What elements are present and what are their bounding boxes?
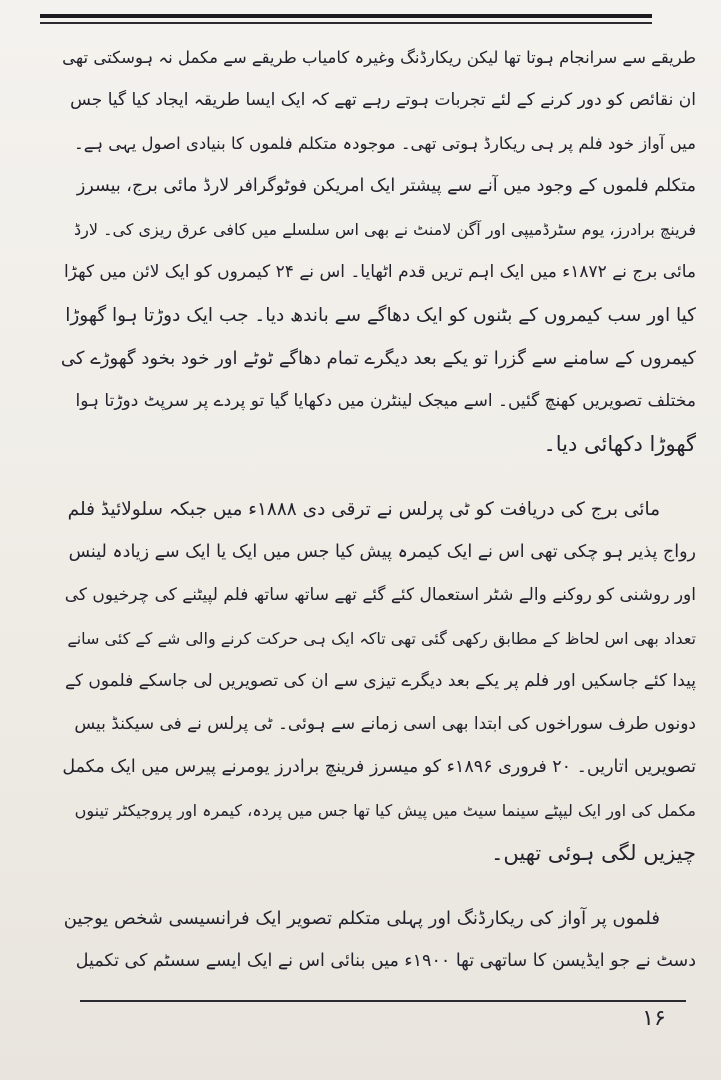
text-line: دسٹ نے جو ایڈیسن کا ساتھی تھا ۱۹۰۰ء میں بنائی اس نے ایک ایسے سسٹم کی تکمیل: [75, 951, 696, 971]
text-line: مختلف تصویریں کھنچ گئیں۔ اسے میجک لینٹرن میں دکھایا گیا تو پردے پر سرپٹ دوڑتا ہوا: [75, 391, 696, 411]
text-line: تعداد بھی اس لحاظ کے مطابق رکھی گئی تھی تاکہ ایک ہی حرکت کرنے والی شے کے کئی سانے: [67, 629, 696, 648]
paragraph-gap: [60, 466, 696, 488]
text-line: فلموں پر آواز کی ریکارڈنگ اور پہلی متکلم تصویر ایک فرانسیسی شخص یوجین: [63, 908, 660, 929]
paragraph-gap: [60, 875, 696, 897]
text-line: میں آواز خود فلم پر ہی ریکارڈ ہوتی تھی۔ موجودہ متکلم فلموں کا بنیادی اصول یہی ہے۔: [74, 134, 696, 153]
text-line: مکمل کی اور ایک لیپٹے سینما سیٹ میں پیش کیا تھا جس میں پردہ، کیمرہ اور پروجیکٹر تینوں: [74, 801, 696, 820]
top-rule-thin: [40, 22, 652, 24]
text-line: گھوڑا دکھائی دیا۔: [543, 432, 696, 456]
text-line: کیا اور سب کیمروں کے بٹنوں کو ایک دھاگے سے باندھ دیا۔ جب ایک دوڑتا ہوا گھوڑا: [65, 305, 696, 326]
body-text: [60, 36, 696, 996]
text-line: اور روشنی کو روکنے والے شٹر استعمال کئے گئے تھے ساتھ ساتھ فلم لپیٹنے کی چرخیوں کی: [64, 585, 696, 605]
text-line: مائی برج نے ۱۸۷۲ء میں ایک اہم تریں قدم اٹھایا۔ اس نے ۲۴ کیمروں کو ایک لائن میں کھڑا: [64, 262, 696, 282]
text-line: فرینچ برادرز، یوم سٹرڈمیپی اور آگن لامنٹ نے بھی اس سلسلے میں کافی عرق ریزی کی۔ لارڈ: [74, 220, 696, 239]
text-line: متکلم فلموں کے وجود میں آنے سے پیشتر ایک امریکن فوٹوگرافر لارڈ مائی برج، بیسرز: [76, 176, 696, 196]
text-line: کیمروں کے سامنے سے گزرا تو یکے بعد دیگرے تمام دھاگے ٹوٹے اور خود بخود گھوڑے کی: [60, 348, 696, 369]
text-line: طریقے سے سرانجام ہوتا تھا لیکن ریکارڈنگ وغیرہ کامیاب طریقے سے مکمل نہ ہوسکتی تھی: [62, 48, 696, 67]
text-line: رواج پذیر ہو چکی تھی اس نے ایک کیمرہ پیش کیا جس میں ایک یا ایک سے زیادہ لینس: [68, 542, 696, 562]
text-line: چیزیں لگی ہوئی تھیں۔: [491, 841, 696, 865]
bottom-rule: [80, 1000, 686, 1002]
text-line: دونوں طرف سوراخوں کی ابتدا بھی اسی زمانے سے ہوئی۔ ٹی پرلس نے فی سیکنڈ بیس: [74, 714, 696, 734]
text-line: مائی برج کی دریافت کو ٹی پرلس نے ترقی دی ۱۸۸۸ء میں جبکہ سلولائیڈ فلم: [67, 499, 660, 520]
text-line: پیدا کئے جاسکیں اور فلم پر یکے بعد دیگرے تیزی سے ان کی تصویریں لی جاسکے فلموں کے: [64, 671, 696, 691]
page-number: ۱۶: [642, 1006, 666, 1031]
paragraph: [60, 897, 696, 983]
paragraph: [60, 36, 696, 466]
paragraph: [60, 488, 696, 875]
text-line: ان نقائص کو دور کرنے کے لئے تجربات ہوتے رہے تھے کہ ایک ایسا طریقہ ایجاد کیا گیا جس: [70, 90, 696, 110]
text-line: تصویریں اتاریں۔ ۲۰ فروری ۱۸۹۶ء کو میسرز فرینچ برادرز یومرنے پیرس میں ایک مکمل: [62, 757, 696, 777]
top-rule: [40, 14, 652, 18]
